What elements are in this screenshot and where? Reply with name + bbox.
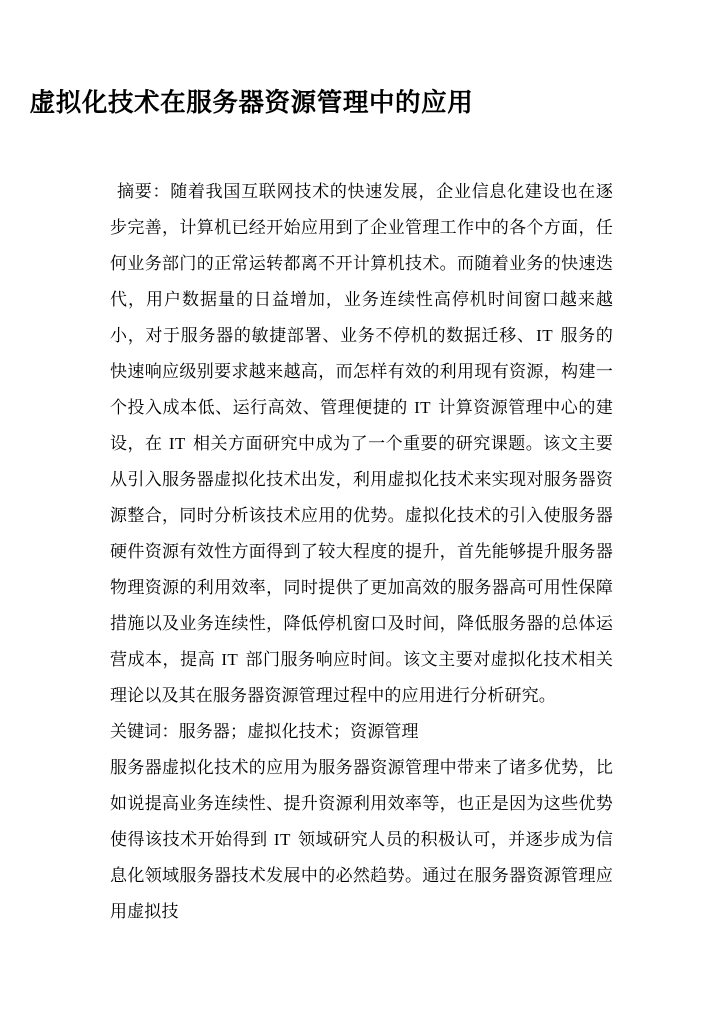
- latin-run: IT: [221, 650, 239, 669]
- abstract-paragraph: 摘要：随着我国互联网技术的快速发展，企业信息化建设也在逐步完善，计算机已经开始应用到了企业管理工作中的各个方面，任何业务部门的正常运转都离不开计算机技术。而随着业务的快速迭代，用户数据量的日益增加，业务连续性高停机时间窗口越来越小，对于服务器的敏捷部署、业务不停机的数据迁移、IT 服务的快速响应级别要求越来越高，而怎样有效的利用现有资源，构建一个投入成本低、运行高效、管理便捷的 IT 计算资源管理中心的建设，在 IT 相关方面研究中成为了一个重要的研究课题。该文主要从引入服务器虚拟化技术出发，利用虚拟化技术来实现对服务器资源整合，同时分析该技术应用的优势。虚拟化技术的引入使服务器硬件资源有效性方面得到了较大程度的提升，首先能够提升服务器物理资源的利用效率，同时提供了更加高效的服务器高可用性保障措施以及业务连续性，降低停机窗口及时间，降低服务器的总体运营成本，提高 IT 部门服务响应时间。该文主要对虚拟化技术相关理论以及其在服务器资源管理过程中的应用进行分析研究。: [110, 182, 613, 705]
- latin-run: IT: [536, 326, 553, 345]
- keywords-line: 关键词：服务器；虚拟化技术；资源管理: [110, 722, 419, 741]
- latin-run: IT: [168, 434, 186, 453]
- body-paragraph: 服务器虚拟化技术的应用为服务器资源管理中带来了诸多优势，比如说提高业务连续性、提升资源利用效率等，也正是因为这些优势使得该技术开始得到 IT 领域研究人员的积极认可，并逐步成为信息化领域服务器技术发展中的必然趋势。通过在服务器资源管理应用虚拟技: [110, 758, 613, 921]
- latin-run: IT: [414, 398, 431, 417]
- latin-run: IT: [273, 830, 291, 849]
- page-title: 虚拟化技术在服务器资源管理中的应用: [29, 88, 474, 117]
